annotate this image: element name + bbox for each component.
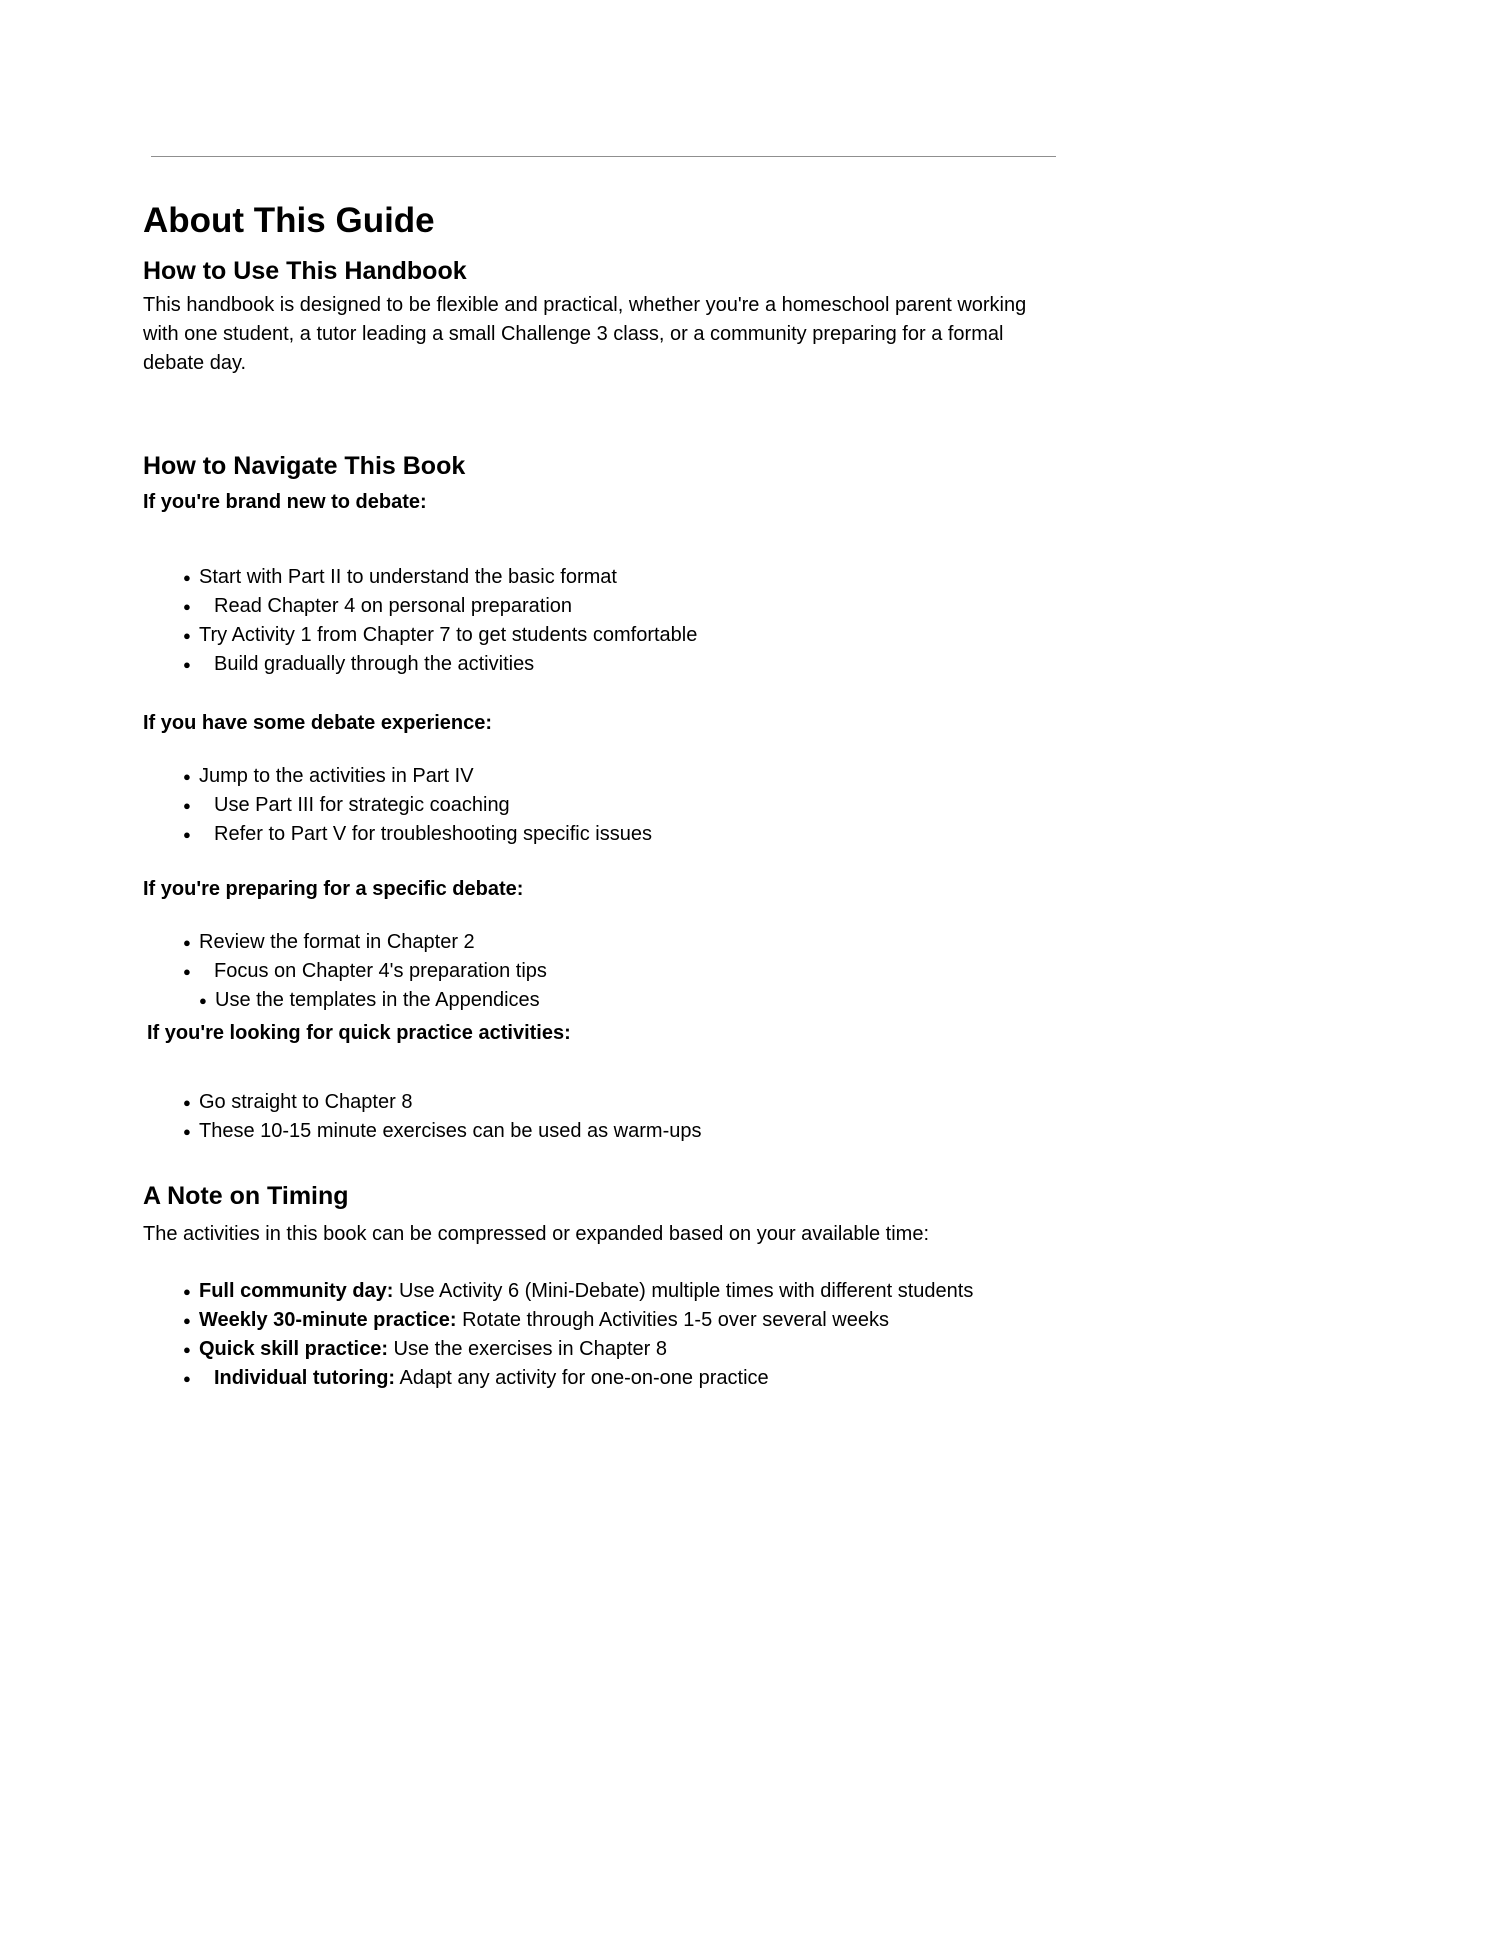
bullet-list-some-experience (143, 762, 1062, 849)
list-item-text: ● Use the templates in the Appendices (215, 989, 540, 1011)
section-heading-how-to-use: How to Use This Handbook (143, 257, 467, 285)
list-item-text: ● Jump to the activities in Part IV (199, 765, 474, 787)
list-item-text: ● Read Chapter 4 on personal preparation (214, 595, 573, 617)
list-item (143, 1335, 1062, 1364)
list-item (143, 762, 1062, 791)
list-item-bold-lead: Individual tutoring: (214, 1367, 396, 1389)
list-item-text: ● Build gradually through the activities (214, 653, 535, 675)
list-item (143, 986, 1062, 1015)
list-item (143, 1306, 1062, 1335)
list-item (143, 650, 1062, 679)
list-item-text: ● Use Part III for strategic coaching (214, 794, 510, 816)
doc-title: About This Guide (143, 201, 435, 240)
paragraph-timing-intro: The activities in this book can be compressed or expanded based on your available time: (143, 1223, 930, 1245)
list-item-text: Adapt any activity for one-on-one practice (395, 1367, 769, 1389)
list-item (143, 563, 1062, 592)
list-item (143, 791, 1062, 820)
bullet-list-brand-new (143, 563, 1062, 679)
list-item-bold-lead: Full community day: (199, 1280, 394, 1302)
list-item-text: ● Review the format in Chapter 2 (199, 931, 475, 953)
list-item (143, 621, 1062, 650)
list-item (143, 592, 1062, 621)
header-divider (151, 156, 1056, 157)
list-item (143, 1117, 1062, 1146)
list-item-text: ● Go straight to Chapter 8 (199, 1091, 413, 1113)
list-item-text: ● Try Activity 1 from Chapter 7 to get students comfortable (199, 624, 698, 646)
group-label-specific-debate: If you're preparing for a specific debate: (143, 878, 524, 900)
bullet-list-timing (143, 1277, 1062, 1393)
list-item-text: ● These 10-15 minute exercises can be used as warm-ups (199, 1120, 702, 1142)
list-item-text: ● Focus on Chapter 4's preparation tips (214, 960, 547, 982)
list-item-text: ● Start with Part II to understand the basic format (199, 566, 617, 588)
list-item-text: Use the exercises in Chapter 8 (387, 1338, 668, 1360)
list-item (143, 1277, 1062, 1306)
bullet-list-quick-practice (143, 1088, 1062, 1146)
section-heading-timing: A Note on Timing (143, 1182, 349, 1210)
paragraph-how-to-use: This handbook is designed to be flexible and practical, whether you're a homeschool parent working with one student, a tutor leading a small Challenge 3 class, or a community preparing for a formal debate day. (143, 294, 1027, 374)
list-item-bold-lead: Quick skill practice: (199, 1338, 388, 1360)
list-item-text: ● Refer to Part V for troubleshooting specific issues (214, 823, 652, 845)
group-label-brand-new: If you're brand new to debate: (143, 491, 427, 513)
list-item-text: Use Activity 6 (Mini-Debate) multiple times with different students (393, 1280, 974, 1302)
list-item (143, 1088, 1062, 1117)
section-heading-navigate: How to Navigate This Book (143, 452, 466, 480)
list-item (143, 957, 1062, 986)
group-label-some-experience: If you have some debate experience: (143, 712, 493, 734)
list-item (143, 820, 1062, 849)
page-content (143, 156, 1062, 1393)
bullet-list-specific-debate (143, 928, 1062, 1015)
list-item-bold-lead: Weekly 30-minute practice: (199, 1309, 457, 1331)
list-item-text: Rotate through Activities 1-5 over several weeks (456, 1309, 889, 1331)
group-label-quick-practice: If you're looking for quick practice activities: (147, 1022, 571, 1044)
list-item (143, 1364, 1062, 1393)
list-item (143, 928, 1062, 957)
